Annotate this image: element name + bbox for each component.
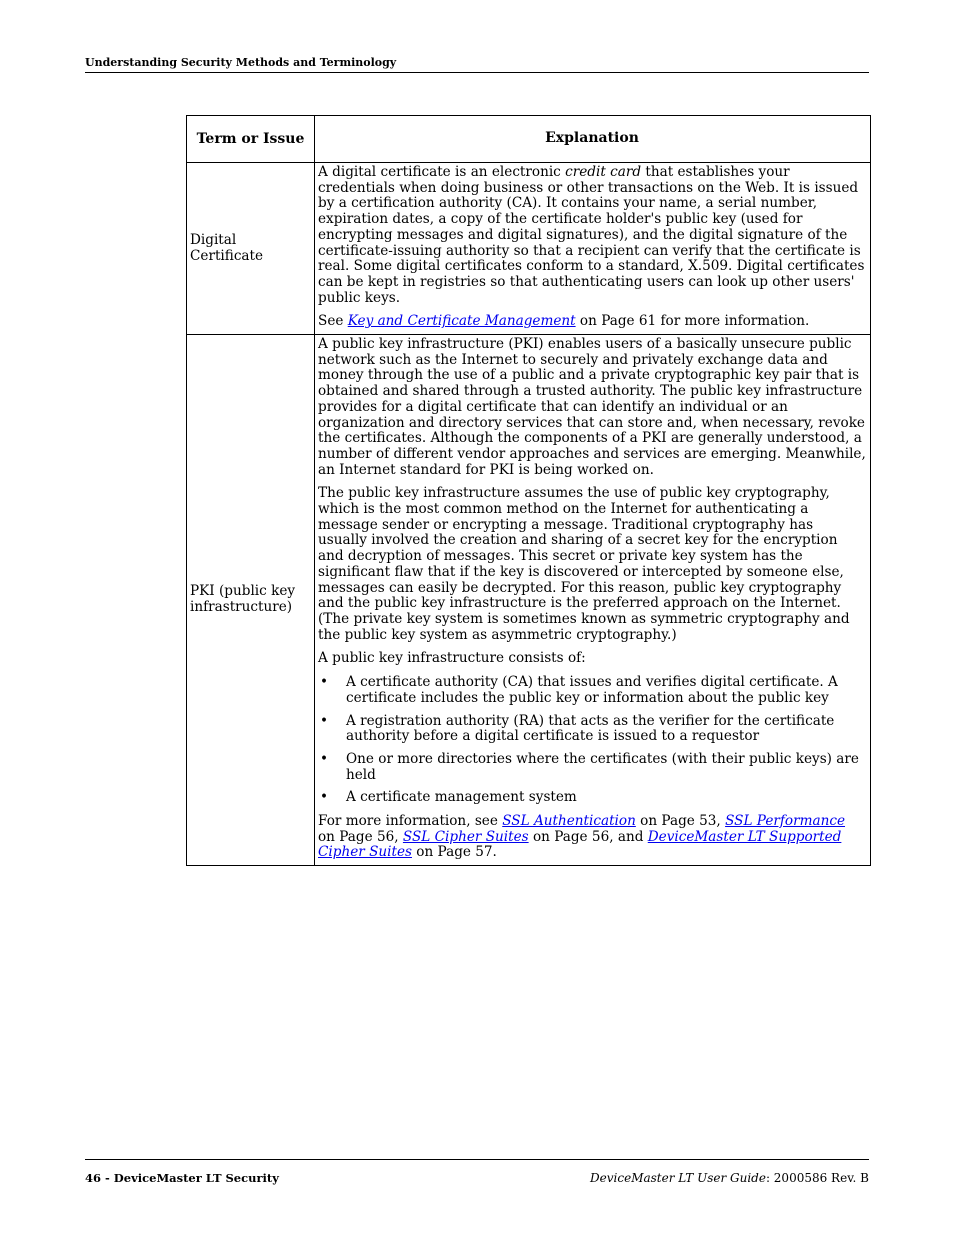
- link-supported-cipher-suites[interactable]: DeviceMaster LT Supported Cipher Suites: [318, 828, 842, 861]
- table-row-pki: [187, 335, 871, 866]
- table-header-row: [187, 116, 871, 163]
- paragraph: A digital certificate is an electronic credit card that establishes your credentials when doing business or other transactions on the Web. It is issued by a certification authority (CA). It contains your name, a serial number, expiration dates, a copy of the certificate holder's public key (used for encrypting messages and digital signatures), and the digital signature of the certificate-issuing authority so that a recipient can verify that the certificate is real. Some digital certificates conform to a standard, X.509. Digital certificates can be kept in registries so that authenticating users can look up other users' public keys.: [318, 164, 865, 306]
- table-row-digital-certificate: [187, 163, 871, 335]
- guide-reference: [590, 1171, 869, 1185]
- link-ssl-cipher-suites[interactable]: SSL Cipher Suites: [402, 828, 529, 845]
- term-cell: PKI (public key infrastructure): [187, 335, 315, 866]
- explanation-cell: [315, 163, 871, 335]
- column-header-term: Term or Issue: [187, 116, 315, 163]
- emphasis: credit card: [565, 164, 642, 180]
- page-footer: [85, 1159, 869, 1185]
- link-ssl-authentication[interactable]: SSL Authentication: [502, 813, 636, 830]
- page-header: [85, 56, 869, 73]
- bullet-icon: •: [320, 712, 329, 729]
- paragraph: The public key infrastructure assumes the use of public key cryptography, which is the most common method on the Internet for authenticating a message sender or encrypting a message. Traditional cryptography has usually involved the creation and sharing of a secret key for the encryption and decryption of messages. This secret or private key system has the significant flaw that if the key is discovered or intercepted by someone else, messages can easily be decrypted. For this reason, public key cryptography and the public key infrastructure is the preferred approach on the Internet. (The private key system is sometimes known as symmetric cryptography and the public key system as asymmetric cryptography.): [318, 485, 850, 643]
- guide-title: DeviceMaster LT User Guide: [590, 1171, 766, 1185]
- paragraph: A public key infrastructure consists of:: [318, 650, 586, 667]
- link-key-certificate-management[interactable]: Key and Certificate Management: [347, 313, 576, 330]
- link-ssl-performance[interactable]: SSL Performance: [725, 813, 846, 830]
- list-item: • One or more directories where the certificates (with their public keys) are held: [320, 750, 859, 783]
- component-list: [318, 675, 866, 806]
- column-header-explanation: Explanation: [315, 116, 871, 163]
- bullet-icon: •: [320, 789, 329, 806]
- bullet-icon: •: [320, 750, 329, 767]
- list-item: • A certificate management system: [320, 789, 577, 806]
- bullet-icon: •: [320, 674, 329, 691]
- term-cell: Digital Certificate: [187, 163, 315, 335]
- list-item: • A registration authority (RA) that acts as the verifier for the certificate authority before a digital certificate is issued to a requestor: [320, 712, 835, 745]
- more-information: For more information, see SSL Authentication on Page 53, SSL Performance on Page 56, SSL Cipher Suites on Page 56, and DeviceMaster LT Supported Cipher Suites on Page 57.: [318, 813, 846, 861]
- terminology-table: [186, 115, 871, 866]
- guide-revision: : 2000586 Rev. B: [765, 1171, 869, 1185]
- paragraph: A public key infrastructure (PKI) enables users of a basically unsecure public network such as the Internet to securely and privately exchange data and money through the use of a public and a private cryptographic key pair that is obtained and shared through a trusted authority. The public key infrastructure provides for a digital certificate that can identify an individual or an organization and directory services that can store and, when necessary, revoke the certificates. Although the components of a PKI are generally understood, a number of different vendor approaches and services are emerging. Meanwhile, an Internet standard for PKI is being worked on.: [318, 336, 866, 478]
- explanation-cell: [315, 335, 871, 866]
- see-also: See Key and Certificate Management on Page 61 for more information.: [318, 313, 810, 330]
- list-item: • A certificate authority (CA) that issues and verifies digital certificate. A certificate includes the public key or information about the public key: [320, 674, 838, 706]
- page-number-label: 46 - DeviceMaster LT Security: [85, 1171, 279, 1185]
- section-title: Understanding Security Methods and Terminology: [85, 56, 397, 69]
